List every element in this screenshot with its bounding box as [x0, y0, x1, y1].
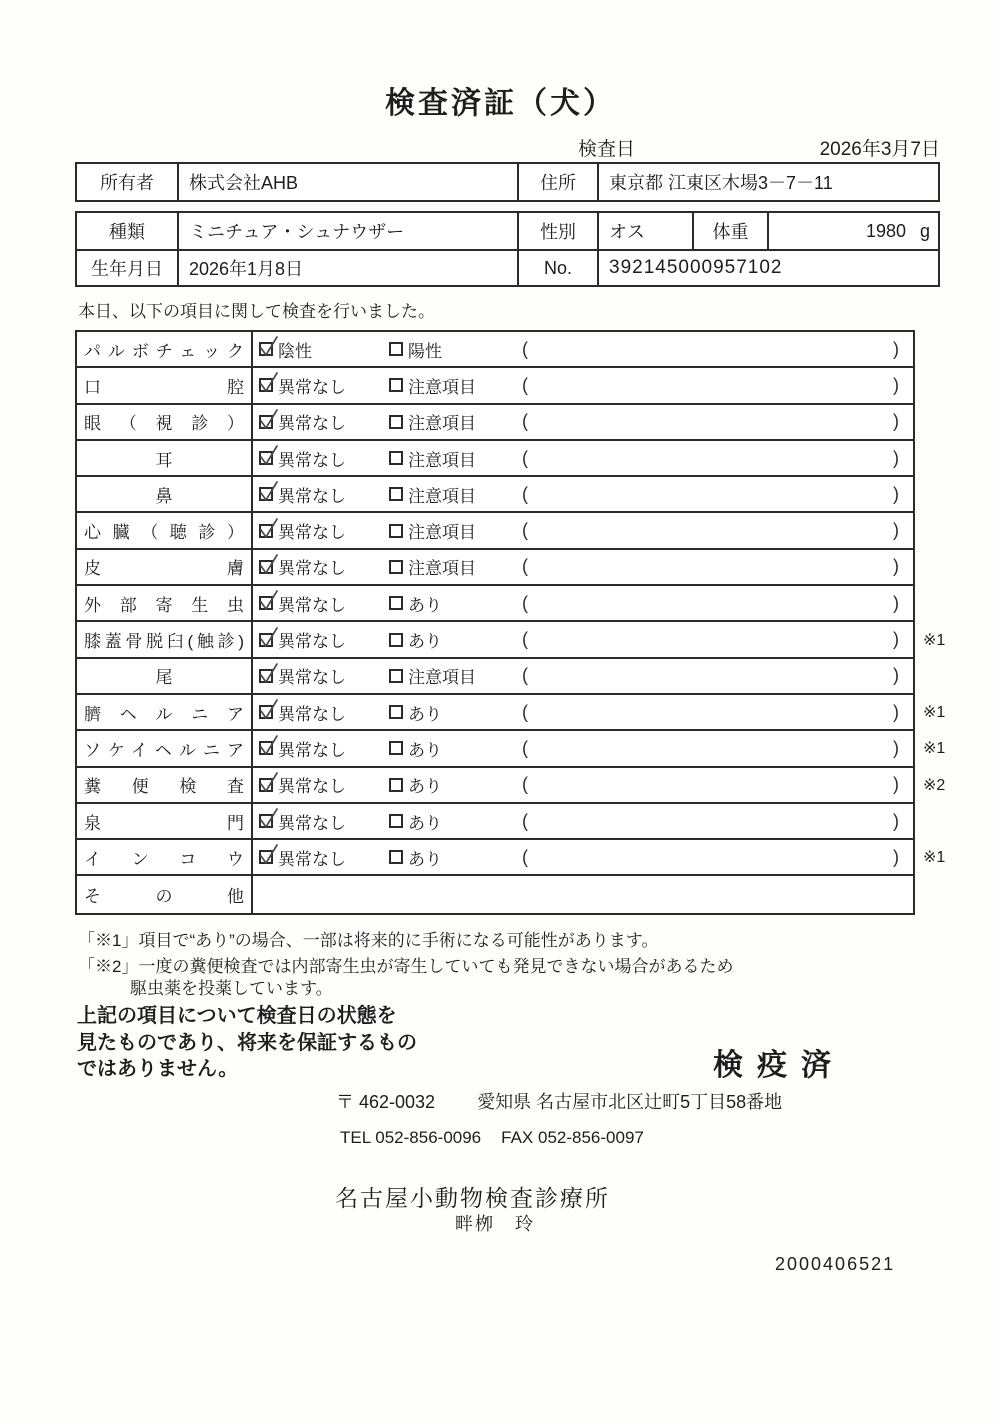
owner-table — [75, 162, 940, 202]
disclaimer-line1: 上記の項目について検査日の状態を — [77, 1005, 397, 1027]
quarantine-stamp: 検疫済 — [713, 1049, 845, 1082]
disclaimer-text — [77, 1003, 417, 1083]
paren-close: ) — [893, 629, 899, 650]
item-label-cell — [77, 768, 253, 802]
checkbox-checked-icon — [259, 415, 273, 429]
option-caution-label: 注意項目 — [408, 450, 476, 470]
option-caution-label: あり — [408, 849, 442, 869]
document-title: 検査済証（犬） — [385, 87, 616, 120]
inspection-date-label: 検査日 — [578, 139, 636, 160]
paren-open: ( — [522, 737, 528, 758]
item-options — [253, 405, 913, 439]
clinic-tel: TEL 052-856-0096 — [340, 1128, 482, 1147]
remarks-field — [518, 520, 913, 541]
sex-label: 性別 — [517, 213, 597, 249]
checkbox-empty-icon — [389, 560, 403, 574]
item-label-cell — [77, 441, 253, 475]
option-caution — [383, 554, 518, 579]
item-label-cell — [77, 622, 253, 656]
paren-open: ( — [522, 411, 528, 432]
inspection-date-row — [578, 134, 940, 161]
checklist-row — [77, 513, 913, 549]
item-options — [253, 550, 913, 584]
option-normal — [253, 663, 383, 688]
checklist-rows — [77, 332, 946, 913]
option-normal — [253, 446, 383, 471]
item-label-cell — [77, 368, 253, 402]
option-normal — [253, 700, 383, 725]
option-normal-label: 異常なし — [278, 668, 346, 688]
sex-value: オス — [597, 213, 692, 249]
item-label-cell — [77, 513, 253, 547]
checkbox-empty-icon — [389, 342, 403, 356]
option-normal-label: 異常なし — [278, 849, 346, 869]
option-caution — [383, 627, 518, 652]
checklist-table — [75, 330, 946, 915]
disclaimer-line2: 見たものであり、将来を保証するもの — [77, 1031, 417, 1054]
checkbox-empty-icon — [389, 378, 403, 392]
item-label: その他 — [84, 887, 244, 907]
item-options — [253, 731, 913, 765]
row-footnote-marker: ※2 — [923, 776, 946, 794]
owner-value: 株式会社AHB — [177, 164, 517, 200]
paren-open: ( — [522, 592, 528, 613]
item-label: 泉門 — [84, 813, 244, 833]
birth-row — [77, 249, 938, 285]
paren-open: ( — [522, 629, 528, 650]
checkbox-checked-icon — [259, 560, 273, 574]
paren-close: ) — [893, 846, 899, 867]
paren-close: ) — [893, 774, 899, 795]
paren-close: ) — [893, 556, 899, 577]
option-caution — [383, 409, 518, 434]
paren-close: ) — [893, 520, 899, 541]
checklist-row — [77, 550, 913, 586]
remarks-field — [518, 847, 913, 868]
option-normal — [253, 518, 383, 543]
address-label: 住所 — [517, 164, 597, 200]
option-normal-label: 異常なし — [278, 377, 346, 397]
serial-number: 2000406521 — [775, 1254, 896, 1274]
checkbox-empty-icon — [389, 705, 403, 719]
option-caution-label: 注意項目 — [408, 486, 476, 506]
remarks-field — [518, 448, 913, 469]
item-label: 眼（視診） — [84, 414, 244, 434]
checkbox-checked-icon — [259, 850, 273, 864]
checkbox-empty-icon — [389, 778, 403, 792]
item-options — [253, 695, 913, 729]
paren-close: ) — [893, 737, 899, 758]
option-caution — [383, 736, 518, 761]
checkbox-checked-icon — [259, 378, 273, 392]
checkbox-empty-icon — [389, 741, 403, 755]
remarks-field — [518, 665, 913, 686]
weight-unit: g — [919, 220, 930, 241]
paren-open: ( — [522, 338, 528, 359]
option-caution — [383, 663, 518, 688]
item-label: パルボチェック — [84, 341, 244, 361]
checkbox-checked-icon — [259, 451, 273, 465]
pet-info-table — [75, 211, 940, 287]
item-label: インコウ — [84, 849, 244, 869]
paren-close: ) — [893, 483, 899, 504]
checkbox-checked-icon — [259, 814, 273, 828]
option-normal — [253, 373, 383, 398]
intro-text: 本日、以下の項目に関して検査を行いました。 — [78, 302, 435, 321]
veterinarian-name: 畔栁 玲 — [455, 1214, 535, 1234]
item-label: 心臓（聴診） — [84, 523, 244, 543]
weight-cell — [767, 213, 942, 249]
owner-label: 所有者 — [100, 173, 154, 193]
checklist-row — [77, 731, 946, 767]
checklist-row — [77, 622, 946, 658]
footnote-1: 「※1」項目で“あり”の場合、一部は将来的に手術になる可能性があります。 — [78, 931, 659, 950]
checkbox-checked-icon — [259, 741, 273, 755]
item-label-cell — [77, 550, 253, 584]
option-caution-label: 注意項目 — [408, 414, 476, 434]
breed-value: ミニチュア・シュナウザー — [177, 213, 517, 249]
option-normal — [253, 845, 383, 870]
clinic-address: 愛知県 名古屋市北区辻町5丁目58番地 — [477, 1092, 783, 1112]
item-options — [253, 332, 913, 366]
breed-row — [77, 213, 938, 249]
item-label-cell — [77, 332, 253, 366]
clinic-postal-line — [336, 1088, 782, 1114]
paren-open: ( — [522, 846, 528, 867]
option-caution-label: あり — [408, 777, 442, 797]
paren-close: ) — [893, 338, 899, 359]
item-options — [253, 659, 913, 693]
option-normal — [253, 409, 383, 434]
checkbox-checked-icon — [259, 705, 273, 719]
option-caution — [383, 845, 518, 870]
paren-close: ) — [893, 411, 899, 432]
checkbox-empty-icon — [389, 415, 403, 429]
item-label: 尾 — [155, 668, 173, 688]
remarks-field — [518, 375, 913, 396]
paren-close: ) — [893, 374, 899, 395]
option-normal — [253, 591, 383, 616]
paren-close: ) — [893, 665, 899, 686]
checkbox-empty-icon — [389, 524, 403, 538]
checklist-row — [77, 477, 913, 513]
remarks-field — [518, 774, 913, 795]
checklist-row — [77, 804, 913, 840]
remarks-field — [518, 629, 913, 650]
row-footnote-marker: ※1 — [923, 704, 946, 722]
option-normal-label: 異常なし — [278, 704, 346, 724]
paren-open: ( — [522, 810, 528, 831]
checkbox-checked-icon — [259, 596, 273, 610]
remarks-field — [518, 484, 913, 505]
checklist-row — [77, 876, 913, 912]
birth-value: 2026年1月8日 — [177, 251, 517, 285]
option-caution — [383, 591, 518, 616]
option-caution-label: あり — [408, 704, 442, 724]
item-options — [253, 477, 913, 511]
weight-label: 体重 — [692, 213, 767, 249]
option-caution — [383, 772, 518, 797]
paren-open: ( — [522, 447, 528, 468]
checkbox-empty-icon — [389, 451, 403, 465]
checklist-row — [77, 695, 946, 731]
checkbox-empty-icon — [389, 669, 403, 683]
option-caution — [383, 809, 518, 834]
option-normal-label: 異常なし — [278, 414, 346, 434]
option-normal-label: 異常なし — [278, 559, 346, 579]
weight-value: 1980 — [865, 220, 906, 241]
item-label: 口腔 — [84, 377, 244, 397]
row-footnote-marker: ※1 — [923, 740, 946, 758]
paren-close: ) — [893, 592, 899, 613]
checklist-row — [77, 405, 913, 441]
option-normal — [253, 554, 383, 579]
checklist-row — [77, 659, 913, 695]
checkbox-empty-icon — [389, 850, 403, 864]
option-normal — [253, 809, 383, 834]
checkbox-checked-icon — [259, 778, 273, 792]
item-label-cell — [77, 876, 253, 912]
option-normal-label: 異常なし — [278, 740, 346, 760]
item-label: 耳 — [155, 450, 173, 470]
option-caution — [383, 373, 518, 398]
paren-open: ( — [522, 774, 528, 795]
option-normal-label: 異常なし — [278, 777, 346, 797]
option-normal — [253, 337, 383, 362]
clinic-postal-code: 〒 462-0032 — [336, 1092, 436, 1112]
inspection-date-value: 2026年3月7日 — [819, 139, 940, 160]
birth-label: 生年月日 — [91, 259, 163, 279]
option-caution-label: あり — [408, 740, 442, 760]
item-label-cell — [77, 695, 253, 729]
option-caution-label: 陽性 — [408, 341, 442, 361]
paren-close: ) — [893, 447, 899, 468]
item-options — [253, 768, 913, 802]
item-label-cell — [77, 659, 253, 693]
item-label-cell — [77, 477, 253, 511]
item-label-cell — [77, 840, 253, 874]
checkbox-empty-icon — [389, 814, 403, 828]
footnote-2-line1: 「※2」一度の糞便検査では内部寄生虫が寄生していても発見できない場合があるため — [78, 957, 734, 976]
option-caution-label: あり — [408, 595, 442, 615]
option-normal-label: 異常なし — [278, 523, 346, 543]
item-options — [253, 586, 913, 620]
item-label: 外部寄生虫 — [84, 595, 244, 615]
option-caution-label: あり — [408, 632, 442, 652]
item-label: ソケイヘルニア — [84, 740, 244, 760]
option-caution — [383, 482, 518, 507]
option-normal — [253, 627, 383, 652]
option-caution — [383, 446, 518, 471]
item-label-cell — [77, 731, 253, 765]
checklist-row — [77, 586, 913, 622]
remarks-field — [518, 411, 913, 432]
item-options — [253, 840, 913, 874]
option-normal-label: 異常なし — [278, 450, 346, 470]
remarks-field — [518, 593, 913, 614]
paren-open: ( — [522, 556, 528, 577]
checkbox-checked-icon — [259, 669, 273, 683]
option-caution-label: あり — [408, 813, 442, 833]
checklist-row — [77, 840, 946, 876]
paren-open: ( — [522, 665, 528, 686]
disclaimer-line3: ではありません。 — [77, 1058, 239, 1081]
option-caution-label: 注意項目 — [408, 559, 476, 579]
paren-open: ( — [522, 374, 528, 395]
checkbox-checked-icon — [259, 524, 273, 538]
remarks-field — [518, 702, 913, 723]
option-caution — [383, 337, 518, 362]
item-options — [253, 804, 913, 838]
checkbox-empty-icon — [389, 487, 403, 501]
checkbox-checked-icon — [259, 487, 273, 501]
item-label-cell — [77, 586, 253, 620]
checklist-row — [77, 332, 913, 368]
option-caution — [383, 518, 518, 543]
item-options — [253, 441, 913, 475]
option-normal — [253, 482, 383, 507]
item-label: 皮膚 — [84, 559, 244, 579]
checkbox-empty-icon — [389, 596, 403, 610]
breed-label: 種類 — [109, 222, 145, 242]
footnote-2-line2: 駆虫薬を投薬しています。 — [130, 979, 333, 998]
checklist-row — [77, 441, 913, 477]
row-footnote-marker: ※1 — [923, 849, 946, 867]
option-normal-label: 異常なし — [278, 595, 346, 615]
clinic-tel-line — [340, 1128, 644, 1148]
item-label: 膝蓋骨脱臼(触診) — [84, 632, 244, 652]
row-footnote-marker: ※1 — [923, 631, 946, 649]
option-normal-label: 異常なし — [278, 486, 346, 506]
paren-close: ) — [893, 810, 899, 831]
item-label: 臍ヘルニア — [84, 704, 244, 724]
owner-row — [77, 164, 938, 200]
remarks-field — [518, 556, 913, 577]
clinic-name: 名古屋小動物検査診療所 — [335, 1185, 610, 1211]
item-label-cell — [77, 405, 253, 439]
item-options — [253, 513, 913, 547]
paren-open: ( — [522, 520, 528, 541]
remarks-field — [518, 811, 913, 832]
item-label: 鼻 — [155, 486, 173, 506]
checklist-row — [77, 368, 913, 404]
option-caution-label: 注意項目 — [408, 523, 476, 543]
no-value: 392145000957102 — [597, 251, 942, 285]
paren-open: ( — [522, 483, 528, 504]
option-caution-label: 注意項目 — [408, 377, 476, 397]
remarks-field — [518, 738, 913, 759]
checkbox-empty-icon — [389, 633, 403, 647]
paren-close: ) — [893, 701, 899, 722]
option-normal-label: 異常なし — [278, 813, 346, 833]
option-caution — [383, 700, 518, 725]
option-caution-label: 注意項目 — [408, 668, 476, 688]
option-normal-label: 陰性 — [278, 341, 312, 361]
item-options — [253, 622, 913, 656]
paren-open: ( — [522, 701, 528, 722]
clinic-fax: FAX 052-856-0097 — [501, 1128, 644, 1147]
option-normal-label: 異常なし — [278, 632, 346, 652]
remarks-field — [518, 339, 913, 360]
item-label: 糞便検査 — [84, 777, 244, 797]
option-normal — [253, 772, 383, 797]
checkbox-checked-icon — [259, 342, 273, 356]
option-normal — [253, 736, 383, 761]
checklist-row — [77, 768, 946, 804]
checkbox-checked-icon — [259, 633, 273, 647]
address-value: 東京都 江東区木場3－7－11 — [597, 164, 942, 200]
item-options — [253, 368, 913, 402]
item-label-cell — [77, 804, 253, 838]
no-label: No. — [517, 251, 597, 285]
